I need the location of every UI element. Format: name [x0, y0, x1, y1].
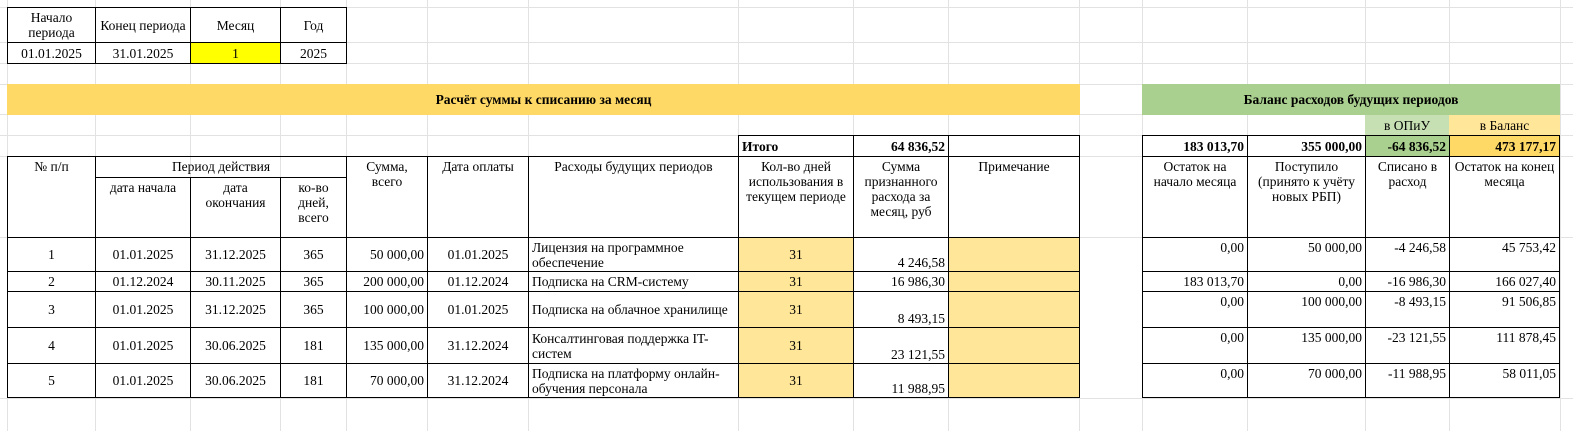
totals-note [948, 135, 1080, 157]
cell-end[interactable]: 30.06.2025 [190, 363, 281, 398]
calc-banner: Расчёт суммы к списанию за месяц [7, 84, 1080, 115]
cell-start[interactable]: 01.01.2025 [95, 237, 191, 272]
totals-balance-start: 183 013,70 [1142, 135, 1248, 157]
cell-month-sum[interactable]: 16 986,30 [853, 271, 949, 292]
balance-banner: Баланс расходов будущих периодов [1142, 84, 1560, 115]
cell-num[interactable]: 2 [7, 271, 96, 292]
cell-end[interactable]: 31.12.2025 [190, 291, 281, 328]
cell-start[interactable]: 01.01.2025 [95, 327, 191, 364]
totals-balance-end: 473 177,17 [1449, 135, 1560, 157]
cell-balance-start[interactable]: 0,00 [1142, 291, 1248, 328]
value-period-end[interactable]: 31.01.2025 [95, 42, 191, 64]
value-year[interactable]: 2025 [280, 42, 347, 64]
col-header-expense: Расходы будущих периодов [528, 156, 739, 238]
cell-expense[interactable]: Подписка на CRM-систему [528, 271, 739, 292]
cell-balance-end[interactable]: 58 011,05 [1449, 363, 1560, 398]
totals-received: 355 000,00 [1247, 135, 1366, 157]
cell-pay-date[interactable]: 31.12.2024 [427, 363, 529, 398]
cell-days[interactable]: 365 [280, 291, 347, 328]
col-header-pay-date: Дата оплаты [427, 156, 529, 238]
cell-received[interactable]: 135 000,00 [1247, 327, 1366, 364]
cell-days-used[interactable]: 31 [738, 271, 854, 292]
col-header-end: дата окончания [190, 177, 281, 238]
cell-written-off[interactable]: -8 493,15 [1365, 291, 1450, 328]
cell-pay-date[interactable]: 01.01.2025 [427, 291, 529, 328]
cell-received[interactable]: 100 000,00 [1247, 291, 1366, 328]
cell-pay-date[interactable]: 01.01.2025 [427, 237, 529, 272]
col-header-start: дата начала [95, 177, 191, 238]
cell-balance-start[interactable]: 0,00 [1142, 327, 1248, 364]
cell-start[interactable]: 01.12.2024 [95, 271, 191, 292]
cell-received[interactable]: 70 000,00 [1247, 363, 1366, 398]
cell-note[interactable] [948, 237, 1080, 272]
col-header-sum-total: Сумма, всего [346, 156, 428, 238]
cell-start[interactable]: 01.01.2025 [95, 363, 191, 398]
cell-balance-end[interactable]: 45 753,42 [1449, 237, 1560, 272]
cell-num[interactable]: 1 [7, 237, 96, 272]
cell-days-used[interactable]: 31 [738, 291, 854, 328]
cell-num[interactable]: 4 [7, 327, 96, 364]
cell-num[interactable]: 3 [7, 291, 96, 328]
cell-note[interactable] [948, 363, 1080, 398]
totals-written-off: -64 836,52 [1365, 135, 1450, 157]
in-balance-label: в Баланс [1449, 115, 1560, 136]
cell-written-off[interactable]: -23 121,55 [1365, 327, 1450, 364]
cell-balance-start[interactable]: 183 013,70 [1142, 271, 1248, 292]
cell-expense[interactable]: Подписка на платформу онлайн-обучения персонала [528, 363, 739, 398]
cell-balance-end[interactable]: 91 506,85 [1449, 291, 1560, 328]
cell-month-sum[interactable]: 11 988,95 [853, 363, 949, 398]
cell-received[interactable]: 50 000,00 [1247, 237, 1366, 272]
in-opiu-label: в ОПиУ [1365, 115, 1449, 136]
cell-days[interactable]: 181 [280, 363, 347, 398]
cell-written-off[interactable]: -16 986,30 [1365, 271, 1450, 292]
totals-label: Итого [738, 135, 854, 157]
cell-note[interactable] [948, 291, 1080, 328]
col-header-sum-month: Сумма признанного расхода за месяц, руб [853, 156, 949, 238]
cell-written-off[interactable]: -4 246,58 [1365, 237, 1450, 272]
cell-month-sum[interactable]: 4 246,58 [853, 237, 949, 272]
value-month-input[interactable]: 1 [190, 42, 281, 64]
cell-days[interactable]: 365 [280, 237, 347, 272]
col-header-received: Поступило (принято к учёту новых РБП) [1247, 156, 1366, 238]
cell-end[interactable]: 31.12.2025 [190, 237, 281, 272]
col-header-written-off: Списано в расход [1365, 156, 1450, 238]
col-header-balance-start: Остаток на начало месяца [1142, 156, 1248, 238]
cell-note[interactable] [948, 327, 1080, 364]
cell-expense[interactable]: Лицензия на программное обеспечение [528, 237, 739, 272]
cell-received[interactable]: 0,00 [1247, 271, 1366, 292]
cell-balance-start[interactable]: 0,00 [1142, 363, 1248, 398]
cell-balance-end[interactable]: 166 027,40 [1449, 271, 1560, 292]
cell-end[interactable]: 30.06.2025 [190, 327, 281, 364]
cell-days-used[interactable]: 31 [738, 327, 854, 364]
cell-written-off[interactable]: -11 988,95 [1365, 363, 1450, 398]
cell-num[interactable]: 5 [7, 363, 96, 398]
header-period-end: Конец периода [95, 7, 191, 43]
value-period-start[interactable]: 01.01.2025 [7, 42, 96, 64]
col-header-num: № п/п [7, 156, 96, 238]
header-period-start: Начало периода [7, 7, 96, 43]
cell-sum[interactable]: 70 000,00 [346, 363, 428, 398]
cell-days-used[interactable]: 31 [738, 237, 854, 272]
col-header-period: Период действия [95, 156, 347, 178]
cell-days[interactable]: 365 [280, 271, 347, 292]
cell-pay-date[interactable]: 31.12.2024 [427, 327, 529, 364]
cell-note[interactable] [948, 271, 1080, 292]
cell-sum[interactable]: 50 000,00 [346, 237, 428, 272]
cell-month-sum[interactable]: 23 121,55 [853, 327, 949, 364]
col-header-days-used: Кол-во дней использования в текущем периоде [738, 156, 854, 238]
col-header-balance-end: Остаток на конец месяца [1449, 156, 1560, 238]
header-month: Месяц [190, 7, 281, 43]
cell-sum[interactable]: 100 000,00 [346, 291, 428, 328]
cell-balance-start[interactable]: 0,00 [1142, 237, 1248, 272]
cell-days[interactable]: 181 [280, 327, 347, 364]
header-year: Год [280, 7, 347, 43]
col-header-note: Примечание [948, 156, 1080, 238]
cell-days-used[interactable]: 31 [738, 363, 854, 398]
cell-pay-date[interactable]: 01.12.2024 [427, 271, 529, 292]
cell-sum[interactable]: 135 000,00 [346, 327, 428, 364]
cell-balance-end[interactable]: 111 878,45 [1449, 327, 1560, 364]
cell-expense[interactable]: Подписка на облачное хранилище [528, 291, 739, 328]
cell-sum[interactable]: 200 000,00 [346, 271, 428, 292]
cell-month-sum[interactable]: 8 493,15 [853, 291, 949, 328]
col-header-days-total: ко-во дней, всего [280, 177, 347, 238]
cell-start[interactable]: 01.01.2025 [95, 291, 191, 328]
totals-sum-recognized: 64 836,52 [853, 135, 949, 157]
cell-end[interactable]: 30.11.2025 [190, 271, 281, 292]
cell-expense[interactable]: Консалтинговая поддержка IT-систем [528, 327, 739, 364]
